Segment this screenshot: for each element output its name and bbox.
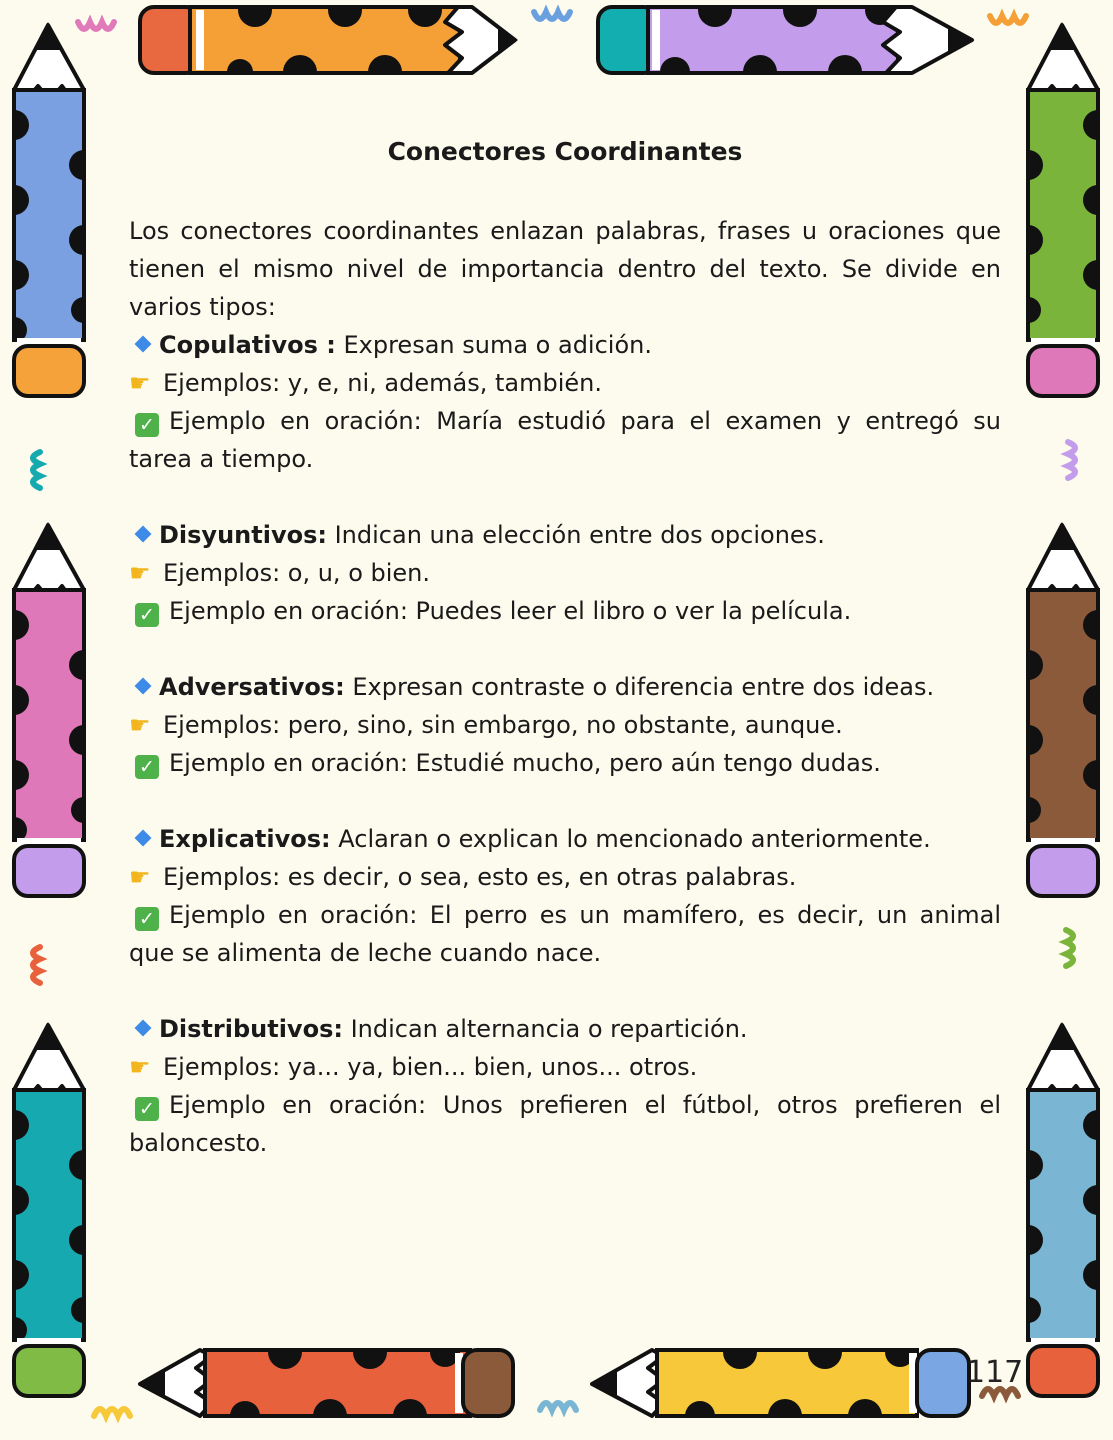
- pointing-hand-icon: ☛: [129, 863, 151, 891]
- page-title: Conectores Coordinantes: [387, 137, 743, 166]
- section-term: Distributivos:: [159, 1015, 343, 1043]
- section-definition: Expresan suma o adición.: [335, 331, 652, 359]
- pencil-left-pink: [0, 522, 99, 896]
- section-examples: Ejemplos: o, u, o bien.: [163, 559, 431, 587]
- section-sentence: Ejemplo en oración: Estudié mucho, pero aún tengo dudas.: [169, 749, 881, 777]
- check-mark-icon: ✓: [135, 413, 159, 437]
- pencil-right-lightblue: [1013, 1022, 1113, 1396]
- section-definition: Indican una elección entre dos opciones.: [326, 521, 825, 549]
- section-definition: Aclaran o explican lo mencionado anteriormente.: [330, 825, 931, 853]
- pencil-bottom-right-yellow: [590, 1335, 969, 1433]
- section-examples: Ejemplos: pero, sino, sin embargo, no obstante, aunque.: [163, 711, 843, 739]
- section-sentence: Ejemplo en oración: El perro es un mamífero, es decir, un animal que se alimenta de leche cuando nace.: [129, 901, 1001, 967]
- section-sentence: Ejemplo en oración: Puedes leer el libro o ver la película.: [169, 597, 852, 625]
- blue-diamond-icon: [135, 830, 152, 847]
- pencil-left-blue: [0, 22, 99, 396]
- section-sentence: Ejemplo en oración: Unos prefieren el fútbol, otros prefieren el baloncesto.: [129, 1091, 1001, 1157]
- section-examples: Ejemplos: ya... ya, bien... bien, unos... otros.: [163, 1053, 698, 1081]
- pointing-hand-icon: ☛: [129, 369, 151, 397]
- check-mark-icon: ✓: [135, 603, 159, 627]
- pencil-top-right-purple: [598, 0, 974, 89]
- pencil-right-brown: [1013, 522, 1113, 896]
- check-mark-icon: ✓: [135, 907, 159, 931]
- section-examples: Ejemplos: y, e, ni, además, también.: [163, 369, 602, 397]
- blue-diamond-icon: [135, 526, 152, 543]
- pencil-bottom-left-red: [138, 1335, 513, 1433]
- section-adversativos: [129, 668, 1001, 782]
- blue-diamond-icon: [135, 336, 152, 353]
- section-term: Explicativos:: [159, 825, 331, 853]
- section-disyuntivos: [129, 516, 1001, 630]
- blue-diamond-icon: [135, 1020, 152, 1037]
- section-term: Adversativos:: [159, 673, 345, 701]
- section-sentence: Ejemplo en oración: María estudió para el examen y entregó su tarea a tiempo.: [129, 407, 1001, 473]
- section-definition: Indican alternancia o repartición.: [342, 1015, 748, 1043]
- section-term: Disyuntivos:: [159, 521, 327, 549]
- section-distributivos: [129, 1010, 1001, 1162]
- pencil-top-left-orange: [140, 0, 518, 89]
- section-term: Copulativos :: [159, 331, 336, 359]
- blue-diamond-icon: [135, 678, 152, 695]
- page-number: 117: [966, 1355, 1024, 1390]
- pencil-left-teal: [0, 1022, 99, 1396]
- check-mark-icon: ✓: [135, 755, 159, 779]
- section-definition: Expresan contraste o diferencia entre dos ideas.: [344, 673, 935, 701]
- section-examples: Ejemplos: es decir, o sea, esto es, en otras palabras.: [163, 863, 797, 891]
- check-mark-icon: ✓: [135, 1097, 159, 1121]
- section-explicativos: [129, 820, 1001, 972]
- section-copulativos: [129, 326, 1001, 478]
- pencil-right-green: [1013, 22, 1113, 396]
- pointing-hand-icon: ☛: [129, 1053, 151, 1081]
- main-content: [129, 130, 1001, 1200]
- pointing-hand-icon: ☛: [129, 711, 151, 739]
- intro-paragraph: Los conectores coordinantes enlazan palabras, frases u oraciones que tienen el mismo nivel de importancia dentro del texto. Se divide en varios tipos:: [129, 217, 1001, 321]
- pointing-hand-icon: ☛: [129, 559, 151, 587]
